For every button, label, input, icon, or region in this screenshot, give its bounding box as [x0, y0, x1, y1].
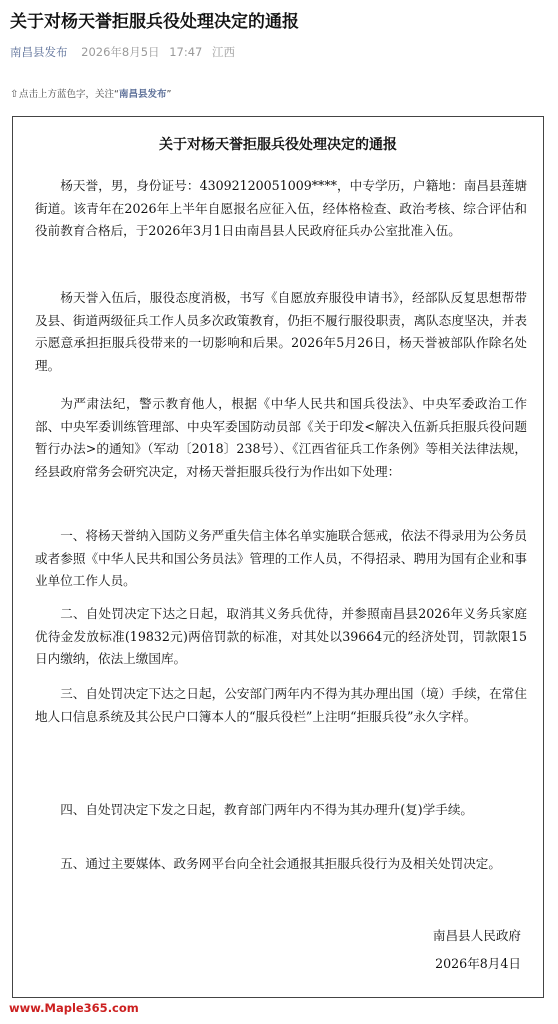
publish-time: 17:47: [169, 45, 203, 59]
article-title: 关于对杨天誉拒服兵役处理决定的通报: [10, 12, 299, 32]
arrow-up-icon: ⇧: [10, 89, 19, 100]
signature-issuer: 南昌县人民政府: [432, 928, 521, 943]
notice-paragraph: 一、将杨天誉纳入国防义务严重失信主体名单实施联合惩戒，依法不得录用为公务员或者参照《中华人民共和国公务员法》管理的工作人员，不得招录、聘用为国有企业和事业单位工作人员。: [35, 528, 527, 588]
notice-paragraph: 为严肃法纪，警示教育他人，根据《中华人民共和国兵役法》、中央军委政治工作部、中央军委训练管理部、中央军委国防动员部《关于印发<解决入伍新兵拒服兵役问题暂行办法>的通知》（军动〔2018〕238号）、《江西省征兵工作条例》等相关法律法规，经县政府常务会研究决定，对杨天誉拒服兵役行为作出如下处理：: [35, 396, 527, 479]
notice-paragraph: 五、通过主要媒体、政务网平台向全社会通报其拒服兵役行为及相关处罚决定。: [60, 856, 501, 871]
follow-account-link[interactable]: 南昌县发布: [118, 89, 167, 100]
follow-prefix: 点击上方蓝色字，关注“: [19, 89, 119, 100]
signature-date: 2026年8月4日: [435, 956, 521, 971]
notice-paragraph: 三、自处罚决定下达之日起，公安部门两年内不得为其办理出国（境）手续，在常住地人口信息系统及其公民户口簿本人的“服兵役栏”上注明“拒服兵役”永久字样。: [35, 686, 527, 724]
account-name-link[interactable]: 南昌县发布: [10, 45, 68, 59]
notice-paragraph: 二、自处罚决定下达之日起，取消其义务兵优待，并参照南昌县2026年义务兵家庭优待金发放标准(19832元)两倍罚款的标准，对其处以39664元的经济处罚，罚款限15日内缴纳，依法上缴国库。: [35, 606, 527, 666]
notice-paragraph: 杨天誉，男，身份证号：43092120051009****，中专学历，户籍地：南昌县莲塘街道。该青年在2026年上半年自愿报名应征入伍，经体格检查、政治考核、综合评估和役前教育合格后，于2026年3月1日由南昌县人民政府征兵办公室批准入伍。: [35, 178, 527, 238]
notice-paragraph: 杨天誉入伍后，服役态度消极，书写《自愿放弃服役申请书》，经部队反复思想帮带及县、街道两级征兵工作人员多次政策教育，仍拒不履行服役职责，离队态度坚决，并表示愿意承担拒服兵役带来的一切影响和后果。2026年5月26日，杨天誉被部队作除名处理。: [35, 290, 527, 373]
notice-document: [12, 116, 544, 998]
site-watermark: www.Maple365.com: [6, 1001, 142, 1015]
follow-prompt: [10, 88, 550, 102]
follow-suffix: ”: [166, 89, 172, 100]
article-meta: [10, 44, 550, 60]
publish-date: 2026年8月5日: [81, 45, 160, 59]
notice-paragraph: 四、自处罚决定下发之日起，教育部门两年内不得为其办理升(复)学手续。: [60, 802, 474, 817]
notice-title: 关于对杨天誉拒服兵役处理决定的通报: [159, 137, 397, 153]
publish-location: 江西: [212, 45, 236, 59]
